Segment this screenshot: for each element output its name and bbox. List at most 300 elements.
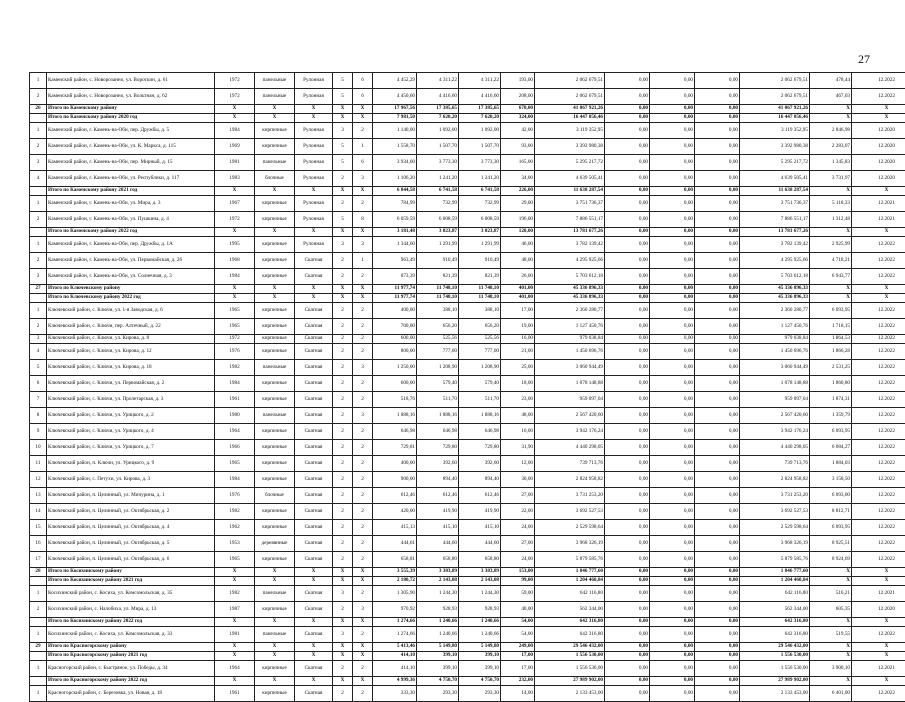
entrances: 2 bbox=[353, 456, 373, 472]
living-area: 1 244,30 bbox=[417, 586, 459, 602]
unit-cost: 1 718,15 bbox=[810, 319, 852, 335]
address: Каменский район, с. Новорозанно, ул. Вороткин, д. 61 bbox=[47, 73, 215, 89]
total-area: 11 977,74 bbox=[373, 285, 417, 294]
total-area: 600,00 bbox=[373, 335, 417, 344]
entrances: 2 bbox=[353, 303, 373, 319]
wall-material: кирпичные bbox=[255, 440, 295, 456]
total-cost: 959 097,04 bbox=[535, 392, 605, 408]
completion-date: 12.2022 bbox=[852, 73, 905, 89]
completion-date: X bbox=[852, 618, 905, 627]
cost-fund: 0,00 bbox=[605, 360, 650, 376]
completion-date: X bbox=[852, 105, 905, 114]
wall-material: панельные bbox=[255, 155, 295, 171]
total-area: 415,13 bbox=[373, 520, 417, 536]
row-number: 2 bbox=[30, 139, 47, 155]
cost-fund: 0,00 bbox=[605, 408, 650, 424]
residential-area: 1 241,20 bbox=[459, 171, 501, 187]
year-built: X bbox=[215, 618, 255, 627]
table-row bbox=[30, 123, 905, 139]
completion-date: 12.2020 bbox=[852, 602, 905, 618]
year-built: 1966 bbox=[215, 440, 255, 456]
unit-cost: X bbox=[810, 643, 852, 652]
living-area: 1 092,00 bbox=[417, 123, 459, 139]
residents: 17,00 bbox=[501, 661, 535, 677]
cost-fund: 0,00 bbox=[605, 677, 650, 686]
total-cost: 2 529 598,64 bbox=[535, 520, 605, 536]
residential-area: 11 748,10 bbox=[459, 294, 501, 303]
row-number: 12 bbox=[30, 472, 47, 488]
roof-type: Скатная bbox=[295, 335, 333, 344]
residential-area: 399,10 bbox=[459, 661, 501, 677]
roof-type: Рулонная bbox=[295, 212, 333, 228]
cost-other: 0,00 bbox=[695, 196, 740, 212]
floors: X bbox=[333, 228, 353, 237]
unit-cost: 6 401,00 bbox=[810, 686, 852, 702]
cost-budget: 0,00 bbox=[650, 392, 695, 408]
row-number: 1 bbox=[30, 123, 47, 139]
year-built: 1972 bbox=[215, 335, 255, 344]
unit-cost: 1 359,79 bbox=[810, 408, 852, 424]
cost-other: 0,00 bbox=[695, 187, 740, 196]
wall-material: кирпичные bbox=[255, 686, 295, 702]
total-cost: 11 638 287,54 bbox=[535, 187, 605, 196]
floors: X bbox=[333, 105, 353, 114]
entrances: 2 bbox=[353, 335, 373, 344]
year-built: 1953 bbox=[215, 536, 255, 552]
table-row bbox=[30, 424, 905, 440]
address: Косихинский район, с. Косиха, ул. Комсомольская, д. 35 bbox=[47, 586, 215, 602]
roof-type: Скатная bbox=[295, 344, 333, 360]
unit-cost: X bbox=[810, 618, 852, 627]
table-row bbox=[30, 269, 905, 285]
residential-area: 1 208,90 bbox=[459, 360, 501, 376]
wall-material: X bbox=[255, 105, 295, 114]
completion-date: 12.2022 bbox=[852, 303, 905, 319]
residential-area: 388,10 bbox=[459, 303, 501, 319]
total-area: 1 888,16 bbox=[373, 408, 417, 424]
cost-other: 0,00 bbox=[695, 568, 740, 577]
total-cost: 3 692 527,53 bbox=[535, 504, 605, 520]
total-area: 4 999,36 bbox=[373, 677, 417, 686]
total-cost: 4 639 505,41 bbox=[535, 171, 605, 187]
cost-budget: 0,00 bbox=[650, 536, 695, 552]
cost-fund: 0,00 bbox=[605, 392, 650, 408]
year-built: 1972 bbox=[215, 212, 255, 228]
residents: 17,00 bbox=[501, 303, 535, 319]
total-row bbox=[30, 105, 905, 114]
address: Итого по Каменскому району 2020 год bbox=[47, 114, 215, 123]
row-number: 28 bbox=[30, 568, 47, 577]
floors: 2 bbox=[333, 303, 353, 319]
unit-cost: X bbox=[810, 228, 852, 237]
wall-material: кирпичные bbox=[255, 196, 295, 212]
residential-area: 17 385,65 bbox=[459, 105, 501, 114]
completion-date: 12.2022 bbox=[852, 253, 905, 269]
residents: 120,00 bbox=[501, 228, 535, 237]
table-row bbox=[30, 335, 905, 344]
residential-area: 444,60 bbox=[459, 536, 501, 552]
entrances: X bbox=[353, 294, 373, 303]
cost-other: 0,00 bbox=[695, 643, 740, 652]
residents: 12,00 bbox=[501, 456, 535, 472]
completion-date: 12.2022 bbox=[852, 627, 905, 643]
total-row bbox=[30, 187, 905, 196]
residents: 30,00 bbox=[501, 472, 535, 488]
entrances: X bbox=[353, 568, 373, 577]
year-built: X bbox=[215, 114, 255, 123]
roof-type: Скатная bbox=[295, 319, 333, 335]
row-number bbox=[30, 228, 47, 237]
row-number: 11 bbox=[30, 456, 47, 472]
cost-owners: 16 447 056,46 bbox=[740, 114, 810, 123]
roof-type: X bbox=[295, 114, 333, 123]
entrances: 6 bbox=[353, 89, 373, 105]
cost-fund: 0,00 bbox=[605, 123, 650, 139]
cost-fund: 0,00 bbox=[605, 577, 650, 586]
cost-budget: 0,00 bbox=[650, 552, 695, 568]
cost-fund: 0,00 bbox=[605, 237, 650, 253]
cost-other: 0,00 bbox=[695, 392, 740, 408]
row-number: 2 bbox=[30, 212, 47, 228]
cost-budget: 0,00 bbox=[650, 319, 695, 335]
residents: 42,00 bbox=[501, 123, 535, 139]
address: Ключевский район, с. Ключи, ул. Урицкого, д. 2 bbox=[47, 408, 215, 424]
floors: 2 bbox=[333, 520, 353, 536]
roof-type: X bbox=[295, 105, 333, 114]
residential-area: 3 383,89 bbox=[459, 568, 501, 577]
cost-budget: 0,00 bbox=[650, 661, 695, 677]
total-area: 4 452,29 bbox=[373, 73, 417, 89]
cost-other: 0,00 bbox=[695, 602, 740, 618]
wall-material: кирпичные bbox=[255, 123, 295, 139]
unit-cost: X bbox=[810, 677, 852, 686]
roof-type: X bbox=[295, 228, 333, 237]
completion-date: X bbox=[852, 643, 905, 652]
cost-owners: 2 133 453,00 bbox=[740, 686, 810, 702]
residents: 23,00 bbox=[501, 392, 535, 408]
living-area: 1 507,70 bbox=[417, 139, 459, 155]
floors: X bbox=[333, 618, 353, 627]
cost-budget: 0,00 bbox=[650, 627, 695, 643]
address: Ключевский район, с. Ключи, ул. Кирова, д. 12 bbox=[47, 344, 215, 360]
year-built: 1965 bbox=[215, 319, 255, 335]
entrances: 2 bbox=[353, 627, 373, 643]
address: Ключевский район, п. Ключи, ул. Урицкого, д. 9 bbox=[47, 456, 215, 472]
unit-cost: 3 900,10 bbox=[810, 661, 852, 677]
table-row bbox=[30, 602, 905, 618]
floors: 2 bbox=[333, 392, 353, 408]
year-built: 1980 bbox=[215, 408, 255, 424]
wall-material: блочные bbox=[255, 488, 295, 504]
total-cost: 3 060 944,49 bbox=[535, 360, 605, 376]
floors: X bbox=[333, 643, 353, 652]
wall-material: X bbox=[255, 114, 295, 123]
total-cost: 5 879 585,76 bbox=[535, 552, 605, 568]
cost-owners: 1 450 696,76 bbox=[740, 344, 810, 360]
living-area: 399,10 bbox=[417, 661, 459, 677]
residential-area: 894,40 bbox=[459, 472, 501, 488]
residents: 226,00 bbox=[501, 187, 535, 196]
total-cost: 2 062 679,51 bbox=[535, 89, 605, 105]
total-cost: 3 782 139,42 bbox=[535, 237, 605, 253]
entrances: X bbox=[353, 652, 373, 661]
entrances: 2 bbox=[353, 520, 373, 536]
floors: X bbox=[333, 652, 353, 661]
completion-date: 12.2022 bbox=[852, 89, 905, 105]
residential-area: 646,98 bbox=[459, 424, 501, 440]
floors: 5 bbox=[333, 212, 353, 228]
wall-material: X bbox=[255, 652, 295, 661]
wall-material: кирпичные bbox=[255, 456, 295, 472]
cost-owners: 27 989 902,00 bbox=[740, 677, 810, 686]
cost-fund: 0,00 bbox=[605, 319, 650, 335]
living-area: 579,40 bbox=[417, 376, 459, 392]
residents: 153,00 bbox=[501, 568, 535, 577]
total-area: 1 344,60 bbox=[373, 237, 417, 253]
cost-budget: 0,00 bbox=[650, 105, 695, 114]
total-area: 700,00 bbox=[373, 319, 417, 335]
total-area: 400,00 bbox=[373, 456, 417, 472]
total-cost: 29 546 432,00 bbox=[535, 643, 605, 652]
wall-material: кирпичные bbox=[255, 376, 295, 392]
unit-cost: X bbox=[810, 652, 852, 661]
total-cost: 1 556 530,00 bbox=[535, 652, 605, 661]
address: Итого по Косихинскому району 2021 год bbox=[47, 577, 215, 586]
residents: 249,00 bbox=[501, 643, 535, 652]
roof-type: Скатная bbox=[295, 602, 333, 618]
floors: X bbox=[333, 294, 353, 303]
living-area: 293,30 bbox=[417, 686, 459, 702]
entrances: X bbox=[353, 114, 373, 123]
cost-budget: 0,00 bbox=[650, 139, 695, 155]
cost-fund: 0,00 bbox=[605, 520, 650, 536]
cost-owners: 5 295 217,72 bbox=[740, 155, 810, 171]
living-area: 777,00 bbox=[417, 344, 459, 360]
total-area: 646,98 bbox=[373, 424, 417, 440]
living-area: 1 291,99 bbox=[417, 237, 459, 253]
entrances: 2 bbox=[353, 376, 373, 392]
living-area: 525,56 bbox=[417, 335, 459, 344]
completion-date: 12.2020 bbox=[852, 123, 905, 139]
year-built: X bbox=[215, 285, 255, 294]
total-cost: 7 886 551,17 bbox=[535, 212, 605, 228]
living-area: 1 241,20 bbox=[417, 171, 459, 187]
address: Ключевский район, с. Ключи, ул. 1-я Заводская, д. 6 bbox=[47, 303, 215, 319]
total-area: 6 059,59 bbox=[373, 212, 417, 228]
cost-other: 0,00 bbox=[695, 677, 740, 686]
cost-owners: 562 344,00 bbox=[740, 602, 810, 618]
address: Ключевский район, с. Ключи, ул. Первомайская, д. 2 bbox=[47, 376, 215, 392]
cost-fund: 0,00 bbox=[605, 139, 650, 155]
residents: 193,00 bbox=[501, 73, 535, 89]
roof-type: Скатная bbox=[295, 440, 333, 456]
table-row bbox=[30, 139, 905, 155]
cost-budget: 0,00 bbox=[650, 294, 695, 303]
cost-fund: 0,00 bbox=[605, 643, 650, 652]
page-number: 27 bbox=[858, 52, 870, 67]
living-area: 910,49 bbox=[417, 253, 459, 269]
total-cost: 41 067 921,26 bbox=[535, 105, 605, 114]
residents: 19,00 bbox=[501, 319, 535, 335]
living-area: 1 208,90 bbox=[417, 360, 459, 376]
residential-area: 777,00 bbox=[459, 344, 501, 360]
cost-fund: 0,00 bbox=[605, 652, 650, 661]
total-area: 333,30 bbox=[373, 686, 417, 702]
floors: 2 bbox=[333, 456, 353, 472]
unit-cost: X bbox=[810, 105, 852, 114]
table-row bbox=[30, 360, 905, 376]
residential-area: 4 750,70 bbox=[459, 677, 501, 686]
row-number: 16 bbox=[30, 536, 47, 552]
year-built: X bbox=[215, 568, 255, 577]
total-area: 2 180,72 bbox=[373, 577, 417, 586]
cost-fund: 0,00 bbox=[605, 552, 650, 568]
year-built: X bbox=[215, 105, 255, 114]
cost-fund: 0,00 bbox=[605, 488, 650, 504]
cost-budget: 0,00 bbox=[650, 73, 695, 89]
living-area: 732,99 bbox=[417, 196, 459, 212]
cost-budget: 0,00 bbox=[650, 652, 695, 661]
cost-other: 0,00 bbox=[695, 627, 740, 643]
cost-owners: 13 781 677,26 bbox=[740, 228, 810, 237]
address: Каменский район, г. Камень-на-Оби, пер. Дружбы, д. 5 bbox=[47, 123, 215, 139]
total-cost: 642 316,80 bbox=[535, 627, 605, 643]
cost-owners: 3 968 326,19 bbox=[740, 536, 810, 552]
unit-cost: 6 093,00 bbox=[810, 488, 852, 504]
residential-area: 4 416,60 bbox=[459, 89, 501, 105]
cost-fund: 0,00 bbox=[605, 155, 650, 171]
cost-owners: 1 556 530,00 bbox=[740, 661, 810, 677]
cost-other: 0,00 bbox=[695, 237, 740, 253]
row-number bbox=[30, 114, 47, 123]
cost-budget: 0,00 bbox=[650, 602, 695, 618]
total-area: 1 140,00 bbox=[373, 123, 417, 139]
unit-cost: 467,03 bbox=[810, 89, 852, 105]
residents: 401,00 bbox=[501, 285, 535, 294]
table-row bbox=[30, 520, 905, 536]
completion-date: 12.2021 bbox=[852, 212, 905, 228]
year-built: 1965 bbox=[215, 552, 255, 568]
total-area: 518,76 bbox=[373, 392, 417, 408]
residents: 17,00 bbox=[501, 652, 535, 661]
completion-date: 12.2022 bbox=[852, 520, 905, 536]
roof-type: Скатная bbox=[295, 472, 333, 488]
wall-material: X bbox=[255, 618, 295, 627]
completion-date: X bbox=[852, 652, 905, 661]
residential-area: 1 240,66 bbox=[459, 627, 501, 643]
roof-type: X bbox=[295, 643, 333, 652]
completion-date: 12.2020 bbox=[852, 171, 905, 187]
cost-budget: 0,00 bbox=[650, 504, 695, 520]
address: Итого по Каменскому району 2022 год bbox=[47, 228, 215, 237]
cost-other: 0,00 bbox=[695, 269, 740, 285]
cost-budget: 0,00 bbox=[650, 237, 695, 253]
cost-other: 0,00 bbox=[695, 408, 740, 424]
floors: X bbox=[333, 114, 353, 123]
cost-other: 0,00 bbox=[695, 171, 740, 187]
entrances: 2 bbox=[353, 392, 373, 408]
total-cost: 1 846 777,60 bbox=[535, 568, 605, 577]
entrances: 2 bbox=[353, 424, 373, 440]
address: Каменский район, г. Камень-на-Оби, ул. Пушкина, д. 4 bbox=[47, 212, 215, 228]
table-row bbox=[30, 303, 905, 319]
residents: 25,00 bbox=[501, 360, 535, 376]
completion-date: 12.2020 bbox=[852, 139, 905, 155]
residential-area: 7 620,20 bbox=[459, 114, 501, 123]
total-area: 600,00 bbox=[373, 376, 417, 392]
cost-owners: 45 336 896,33 bbox=[740, 285, 810, 294]
floors: 2 bbox=[333, 376, 353, 392]
cost-fund: 0,00 bbox=[605, 89, 650, 105]
address: Каменский район, г. Камень-на-Оби, ул. К. Маркса, д. 115 bbox=[47, 139, 215, 155]
table-row bbox=[30, 392, 905, 408]
cost-owners: 979 038,84 bbox=[740, 335, 810, 344]
completion-date: 12.2022 bbox=[852, 335, 905, 344]
unit-cost: 1 312,48 bbox=[810, 212, 852, 228]
total-cost: 979 038,84 bbox=[535, 335, 605, 344]
entrances: 2 bbox=[353, 586, 373, 602]
year-built: 1976 bbox=[215, 488, 255, 504]
roof-type: X bbox=[295, 618, 333, 627]
table-row bbox=[30, 319, 905, 335]
wall-material: кирпичные bbox=[255, 504, 295, 520]
roof-type: X bbox=[295, 652, 333, 661]
roof-type: Скатная bbox=[295, 627, 333, 643]
year-built: 1967 bbox=[215, 196, 255, 212]
total-cost: 2 360 280,77 bbox=[535, 303, 605, 319]
living-area: 6 008,59 bbox=[417, 212, 459, 228]
cost-owners: 1 204 460,84 bbox=[740, 577, 810, 586]
wall-material: X bbox=[255, 187, 295, 196]
cost-budget: 0,00 bbox=[650, 472, 695, 488]
row-number: 8 bbox=[30, 408, 47, 424]
cost-budget: 0,00 bbox=[650, 171, 695, 187]
total-cost: 3 119 352,95 bbox=[535, 123, 605, 139]
cost-budget: 0,00 bbox=[650, 568, 695, 577]
residents: 48,00 bbox=[501, 253, 535, 269]
year-built: 1972 bbox=[215, 73, 255, 89]
total-area: 970,92 bbox=[373, 602, 417, 618]
wall-material: кирпичные bbox=[255, 472, 295, 488]
cost-owners: 2 062 679,51 bbox=[740, 89, 810, 105]
floors: 2 bbox=[333, 440, 353, 456]
cost-owners: 1 556 530,00 bbox=[740, 652, 810, 661]
total-area: 900,00 bbox=[373, 472, 417, 488]
cost-other: 0,00 bbox=[695, 424, 740, 440]
cost-budget: 0,00 bbox=[650, 686, 695, 702]
total-cost: 1 078 148,88 bbox=[535, 376, 605, 392]
cost-fund: 0,00 bbox=[605, 536, 650, 552]
roof-type: Скатная bbox=[295, 456, 333, 472]
roof-type: Скатная bbox=[295, 504, 333, 520]
address: Ключевский район, с. Ключи, ул. Пролетарская, д. 3 bbox=[47, 392, 215, 408]
cost-budget: 0,00 bbox=[650, 618, 695, 627]
row-number: 7 bbox=[30, 392, 47, 408]
living-area: 392,60 bbox=[417, 456, 459, 472]
residential-area: 928,93 bbox=[459, 602, 501, 618]
unit-cost: 1 860,80 bbox=[810, 376, 852, 392]
completion-date: X bbox=[852, 228, 905, 237]
wall-material: X bbox=[255, 294, 295, 303]
row-number: 2 bbox=[30, 602, 47, 618]
residents: 46,00 bbox=[501, 237, 535, 253]
table-row bbox=[30, 552, 905, 568]
total-row bbox=[30, 618, 905, 627]
entrances: X bbox=[353, 285, 373, 294]
row-number bbox=[30, 618, 47, 627]
roof-type: X bbox=[295, 677, 333, 686]
residents: 59,00 bbox=[501, 586, 535, 602]
